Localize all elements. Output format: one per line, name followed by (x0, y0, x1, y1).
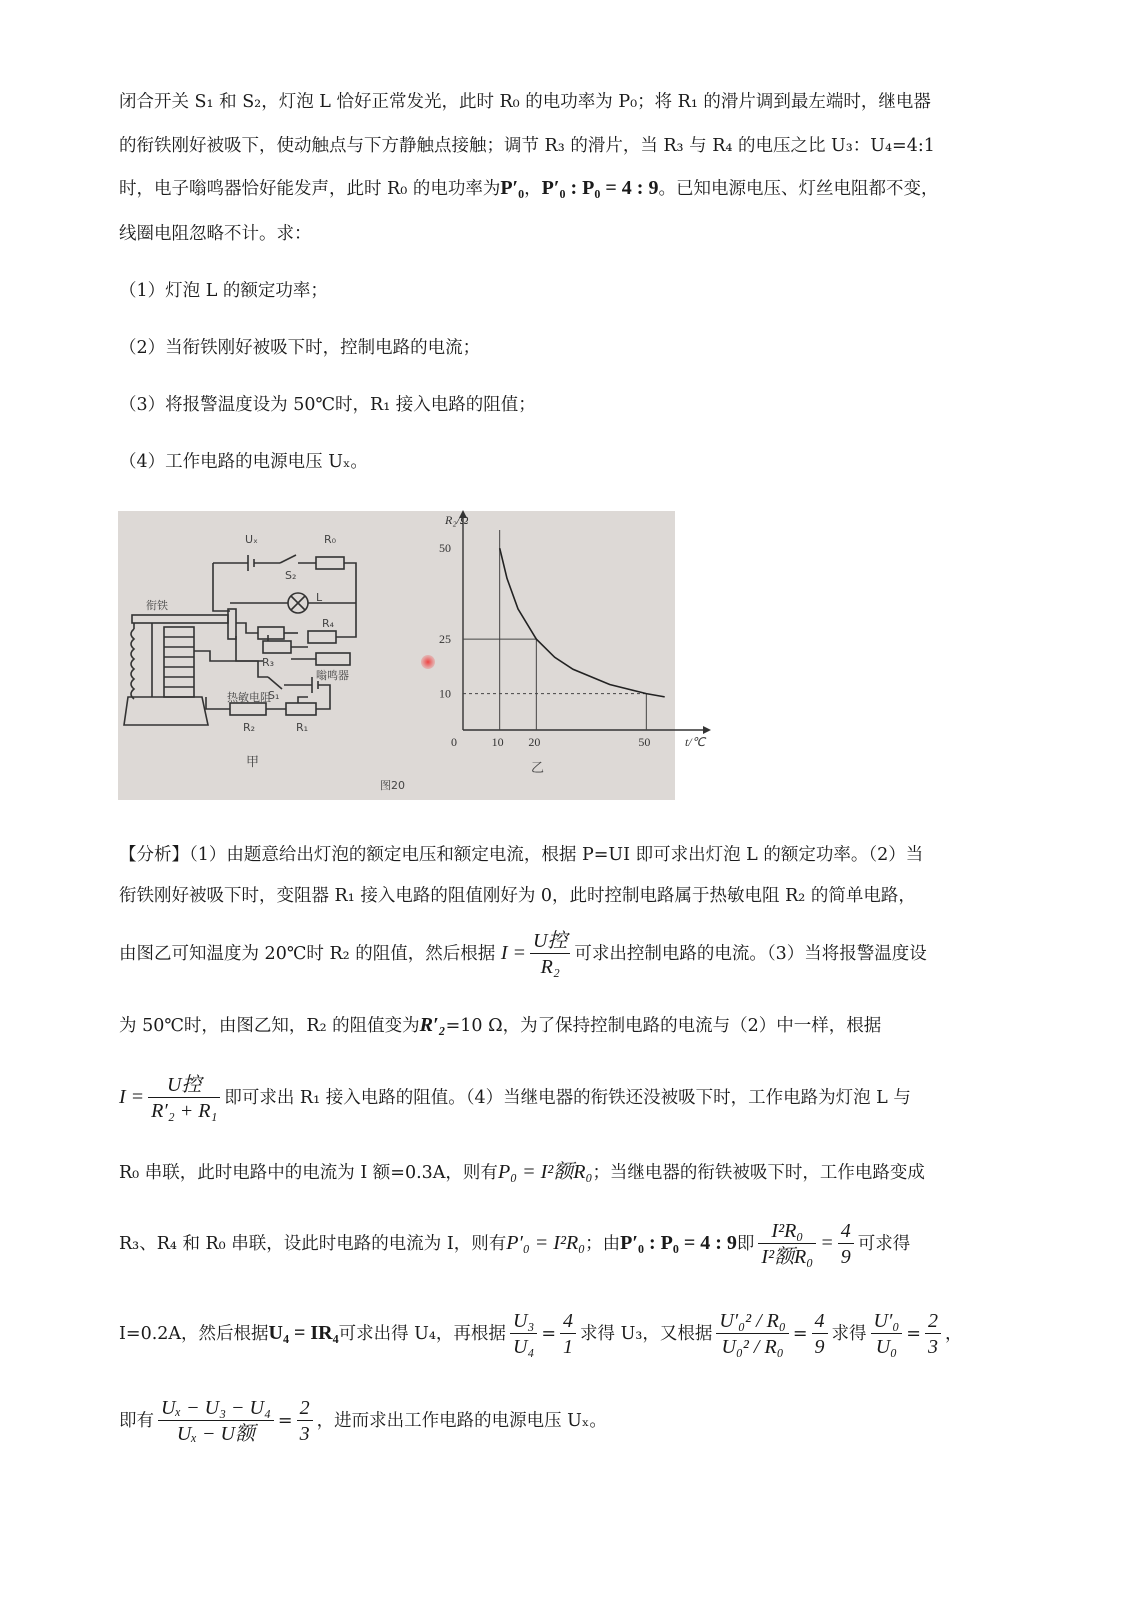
fraction-denominator: U₄ (512, 1336, 535, 1358)
red-mark (421, 655, 435, 669)
fraction-numerator: 4 (560, 1309, 576, 1334)
fraction-power-ratio (758, 1219, 816, 1270)
fraction-numerator: U控 (530, 929, 570, 954)
p0-prime: P′₀ (500, 177, 525, 199)
fraction-ukong-r2 (530, 929, 570, 980)
analysis-line-3-text: 由图乙可知温度为 20℃时 R₂ 的阻值，然后根据 (119, 944, 496, 964)
fraction-4-9-b (812, 1309, 828, 1360)
label-r0: R₀ (324, 533, 337, 546)
analysis-line-8-tail: ， (944, 1324, 963, 1344)
circuit-diagram (118, 511, 706, 800)
fraction-denominator: 9 (814, 1336, 825, 1358)
analysis-line-6-text: R₀ 串联，此时电路中的电流为 I 额=0.3A，则有 (119, 1163, 498, 1183)
fraction-denominator: U₀ (875, 1336, 898, 1358)
analysis-line-7-ji: 即 (736, 1234, 755, 1254)
analysis-line-4-tail: =10 Ω，为了保持控制电路的电流与（2）中一样，根据 (445, 1016, 882, 1036)
y-axis-label: R₂/Ω (445, 513, 469, 527)
fraction-4-1 (560, 1309, 576, 1360)
analysis-line-8-mid3: 求得 (831, 1324, 867, 1344)
formula-p0-prime: P′₀ = I²R₀ (506, 1232, 586, 1254)
analysis-line-5-tail: 即可求出 R₁ 接入电路的阻值。（4）当继电器的衔铁还没被吸下时，工作电路为灯泡 L 与 (224, 1088, 911, 1108)
figure-20 (118, 511, 706, 800)
fraction-4-9 (838, 1219, 854, 1270)
label-s1: S₁ (268, 689, 280, 702)
analysis-line-2: 衔铁刚好被吸下时，变阻器 R₁ 接入电路的阻值刚好为 0，此时控制电路属于热敏电阻 R₂ 的简单电路， (119, 886, 916, 906)
label-jia: 甲 (246, 755, 260, 770)
problem-line-1: 闭合开关 S₁ 和 S₂，灯泡 L 恰好正常发光，此时 R₀ 的电功率为 P₀；将 R₁ 的滑片调到最左端时，继电器 (119, 92, 931, 112)
r2-temperature-graph (439, 510, 711, 749)
figure-caption: 图20 (380, 779, 405, 792)
fraction-denominator: 1 (563, 1336, 574, 1358)
problem-line-4: 线圈电阻忽略不计。求： (119, 224, 312, 244)
fraction-ukong-r2r1 (148, 1073, 220, 1124)
fraction-numerator: 2 (925, 1309, 941, 1334)
y-tick-label-10: 10 (439, 686, 451, 701)
label-armature: 衔铁 (146, 599, 168, 612)
analysis-line-1: 【分析】（1）由题意给出灯泡的额定电压和额定电流，根据 P=UI 即可求出灯泡 L 的额定功率。（2）当 (119, 845, 924, 865)
analysis-line-6 (119, 1160, 925, 1185)
analysis-line-3-tail: 可求出控制电路的电流。（3）当将报警温度设 (574, 944, 927, 964)
analysis-line-7-tail: 可求得 (857, 1234, 911, 1254)
label-ux: Uₓ (245, 533, 258, 546)
x-tick-label-10: 10 (491, 735, 504, 749)
fraction-numerator: Uₓ − U₃ − U₄ (158, 1396, 274, 1421)
label-buzzer: 嗡鸣器 (316, 669, 349, 682)
x-tick-label-20: 20 (528, 735, 541, 749)
fraction-numerator: 2 (297, 1396, 313, 1421)
analysis-line-4 (119, 1013, 881, 1038)
analysis-line-6-tail: ；当继电器的衔铁被吸下时，工作电路变成 (592, 1163, 925, 1183)
r2-curve (500, 548, 665, 697)
analysis-line-8: I=0.2A，然后根据U₄ = IR₄可求出得 U₄，再根据 $\frac{\text{U₃}}{\text{U₄}}$ = $\frac{4}{1}$ 求得 U₃，又根据 $\frac{\text{U′₀² / R₀}}{\text{U₀² / R₀}}$ = $\frac{4}{9}$ 求得 $\frac{\text{U′₀}}{\text{U₀}}$ = $\frac{2}{3}$ ， (119, 1310, 963, 1358)
analysis-line-3 (119, 928, 927, 980)
formula-i-2: I = (119, 1086, 145, 1108)
fraction-numerator: I²R₀ (758, 1219, 816, 1244)
fraction-denominator: R′₂ + R₁ (151, 1100, 218, 1122)
label-r1: R₁ (296, 721, 309, 734)
analysis-line-9-tail: ，进而求出工作电路的电源电压 Uₓ。 (316, 1411, 607, 1431)
question-4: （4）工作电路的电源电压 Uₓ。 (119, 452, 368, 472)
fraction-denominator: U₀² / R₀ (721, 1336, 784, 1358)
x-tick-label-0: 0 (451, 735, 457, 749)
analysis-line-5 (119, 1072, 911, 1124)
label-s2: S₂ (285, 569, 297, 582)
problem-line-2: 的衔铁刚好被吸下，使动触点与下方静触点接触；调节 R₃ 的滑片，当 R₃ 与 R₄ 的电压之比 U₃：U₄=4:1 (119, 136, 935, 156)
analysis-line-4-text: 为 50℃时，由图乙知，R₂ 的阻值变为 (119, 1016, 420, 1036)
ratio-p0: P′₀ : P₀ = 4 : 9 (620, 1232, 737, 1254)
r2-prime: R′₂ (419, 1014, 446, 1036)
fraction-ux (158, 1396, 274, 1447)
y-tick-label-50: 50 (439, 541, 451, 556)
analysis-line-9: 即有 $\frac{\text{Uₓ − U₃ − U₄}}{\text{Uₓ − U额}}$ = $\frac{2}{3}$ ，进而求出工作电路的电源电压 Uₓ。 (119, 1397, 607, 1445)
analysis-line-8-mid1: 可求出得 U₄，再根据 (338, 1324, 506, 1344)
analysis-line-9-text: 即有 (119, 1411, 154, 1431)
fraction-u0-ratio (871, 1309, 903, 1360)
fraction-denominator: 3 (299, 1423, 310, 1445)
fraction-u3-u4 (510, 1309, 537, 1360)
fraction-numerator: U′₀ (871, 1309, 903, 1334)
question-3: （3）将报警温度设为 50℃时，R₁ 接入电路的阻值； (119, 395, 536, 415)
label-r4: R₄ (322, 617, 335, 630)
label-r2: R₂ (243, 721, 256, 734)
fraction-denominator: I²额R₀ (761, 1246, 814, 1268)
formula-p0: P₀ = I²额R₀ (497, 1161, 593, 1183)
analysis-line-7 (119, 1218, 910, 1270)
x-axis-label: t/℃ (685, 735, 706, 749)
fraction-numerator: 4 (838, 1219, 854, 1244)
equals-sign: = (820, 1232, 834, 1254)
fraction-numerator: U控 (148, 1073, 220, 1098)
problem-line-3-text: 时，电子嗡鸣器恰好能发声，此时 R₀ 的电功率为 (119, 179, 501, 199)
x-axis-arrow (703, 726, 711, 734)
fraction-numerator: U′₀² / R₀ (716, 1309, 789, 1334)
label-thermistor: 热敏电阻 (227, 691, 271, 704)
question-2: （2）当衔铁刚好被吸下时，控制电路的电流； (119, 338, 481, 358)
label-r3: R₃ (262, 656, 275, 669)
problem-line-3-tail: 。已知电源电压、灯丝电阻都不变， (658, 179, 939, 199)
fraction-u0-squared (716, 1309, 789, 1360)
analysis-line-8-mid2: 求得 U₃，又根据 (580, 1324, 713, 1344)
fraction-2-3 (925, 1309, 941, 1360)
fraction-denominator: Uₓ − U额 (176, 1423, 255, 1445)
label-yi: 乙 (531, 761, 545, 776)
fraction-denominator: 3 (927, 1336, 938, 1358)
formula-u4: U₄ = IR₄ (268, 1322, 339, 1344)
analysis-line-8-text: I=0.2A，然后根据 (119, 1324, 269, 1344)
analysis-line-7-mid: ；由 (585, 1234, 621, 1254)
x-tick-label-50: 50 (638, 735, 651, 749)
power-ratio: P′₀ : P₀ = 4 : 9 (541, 177, 659, 199)
fraction-2-3-b (297, 1396, 313, 1447)
formula-i: I = (500, 942, 526, 964)
question-1: （1）灯泡 L 的额定功率； (119, 281, 328, 301)
fraction-denominator: R₂ (540, 956, 560, 978)
fraction-numerator: U₃ (510, 1309, 537, 1334)
problem-line-3: 时，电子嗡鸣器恰好能发声，此时 R₀ 的电功率为P′₀，P′₀ : P₀ = 4 : 9。已知电源电压、灯丝电阻都不变， (119, 177, 939, 199)
y-tick-label-25: 25 (439, 632, 451, 647)
fraction-numerator: 4 (812, 1309, 828, 1334)
analysis-line-7-text: R₃、R₄ 和 R₀ 串联，设此时电路的电流为 I，则有 (119, 1234, 507, 1254)
label-lamp: L (316, 591, 323, 604)
fraction-denominator: 9 (840, 1246, 851, 1268)
